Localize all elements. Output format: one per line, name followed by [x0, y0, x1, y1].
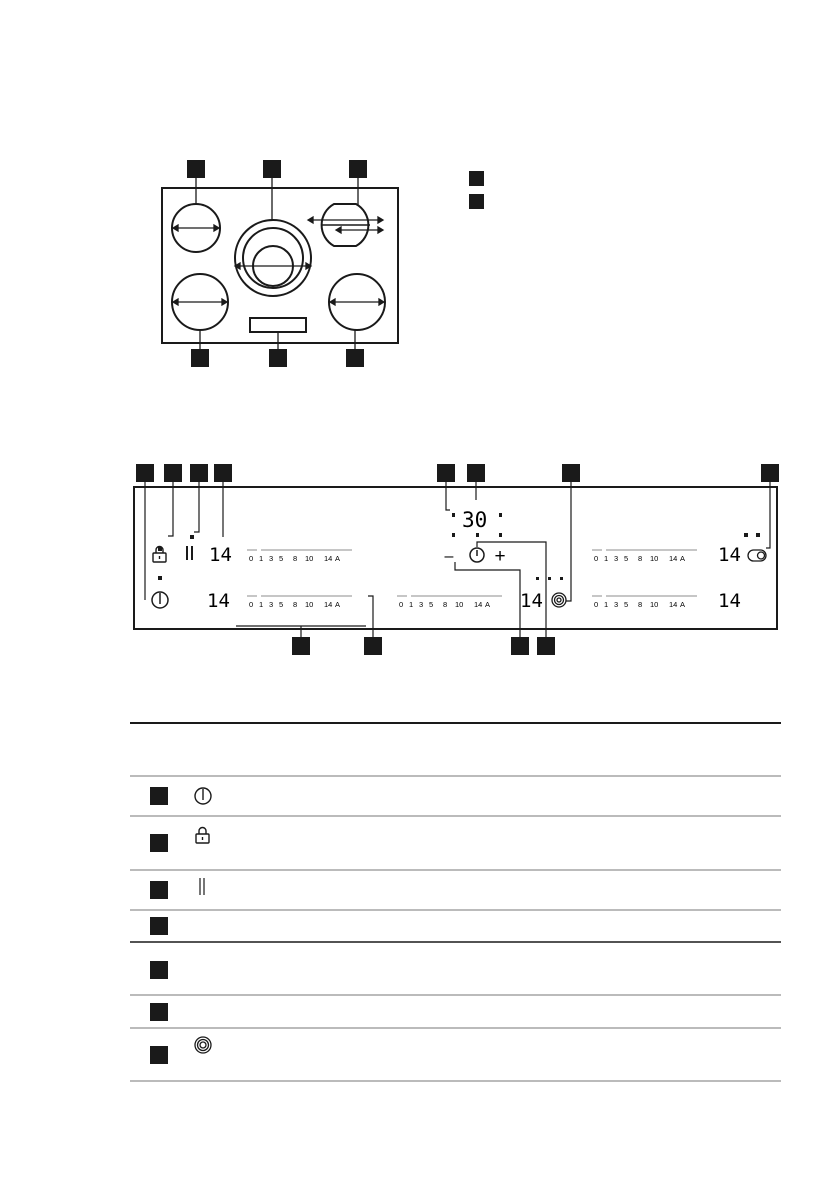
scale-label: 3 [614, 554, 619, 563]
callout-marker [263, 160, 281, 178]
callout-marker [269, 349, 287, 367]
scale-label: 1 [259, 600, 264, 609]
legend-table [130, 723, 781, 1081]
power-level-display: 14 [209, 544, 232, 566]
clock-icon[interactable] [470, 548, 484, 562]
scale-label: 10 [650, 554, 659, 563]
table-row-marker [150, 1003, 168, 1021]
scale-label: 1 [259, 554, 264, 563]
scale-label: 0 [399, 600, 404, 609]
timer-minus-button[interactable]: – [444, 548, 454, 565]
control-panel-outline [250, 318, 306, 332]
bridge-icon[interactable] [748, 550, 766, 561]
double-ring-icon [195, 1037, 211, 1053]
scale-label: A [335, 554, 341, 563]
cooking-zone-center-outer [235, 220, 311, 296]
callout-marker [187, 160, 205, 178]
scale-label: 8 [443, 600, 448, 609]
power-level-display: 14 [718, 590, 741, 612]
scale-label: 5 [279, 554, 284, 563]
table-row-marker [150, 1046, 168, 1064]
power-scale[interactable] [592, 550, 697, 563]
power-icon[interactable] [152, 592, 168, 608]
legend-marker [469, 194, 484, 209]
scale-label: 1 [604, 554, 609, 563]
table-row-marker [150, 787, 168, 805]
scale-label: 14 [324, 554, 333, 563]
scale-label: 14 [669, 554, 678, 563]
scale-label: 8 [638, 600, 643, 609]
scale-label: 3 [269, 554, 274, 563]
scale-label: A [680, 600, 686, 609]
table-row-marker [150, 881, 168, 899]
table-row-marker [150, 917, 168, 935]
double-ring-icon[interactable] [552, 593, 566, 607]
scale-label: 14 [474, 600, 483, 609]
scale-label: 14 [669, 600, 678, 609]
power-scale[interactable] [397, 596, 502, 609]
scale-label: 5 [429, 600, 434, 609]
legend-marker [469, 171, 484, 186]
scale-label: 0 [249, 600, 254, 609]
callout-marker [191, 349, 209, 367]
power-scale[interactable] [247, 550, 352, 563]
scale-label: 8 [293, 600, 298, 609]
diameter-arrows [173, 217, 384, 305]
leader-lines-top [196, 170, 358, 356]
scale-label: 3 [269, 600, 274, 609]
scale-label: A [485, 600, 491, 609]
scale-label: 10 [650, 600, 659, 609]
power-scale[interactable] [592, 596, 697, 609]
scale-label: 3 [614, 600, 619, 609]
callout-markers-top [187, 160, 484, 367]
timer-plus-button[interactable]: + [494, 546, 506, 567]
scale-label: 1 [604, 600, 609, 609]
scale-label: 8 [638, 554, 643, 563]
lock-icon [196, 828, 209, 843]
power-scale[interactable] [247, 596, 352, 609]
scale-label: 3 [419, 600, 424, 609]
timer-display: 30 [462, 508, 488, 532]
scale-label: 0 [594, 554, 599, 563]
scale-label: 10 [305, 554, 314, 563]
scale-label: A [335, 600, 341, 609]
scale-label: 10 [305, 600, 314, 609]
scale-label: 0 [249, 554, 254, 563]
power-level-display: 14 [520, 590, 543, 612]
pause-icon [200, 878, 204, 895]
scale-label: 5 [624, 554, 629, 563]
callout-marker [346, 349, 364, 367]
pause-icon[interactable] [187, 546, 192, 560]
scale-label: 1 [409, 600, 414, 609]
scale-label: 5 [624, 600, 629, 609]
scale-label: 0 [594, 600, 599, 609]
scale-label: 14 [324, 600, 333, 609]
scale-label: 5 [279, 600, 284, 609]
cooking-zone-center-middle [243, 228, 303, 288]
scale-label: 8 [293, 554, 298, 563]
scale-label: A [680, 554, 686, 563]
scale-label: 10 [455, 600, 464, 609]
power-level-display: 14 [718, 544, 741, 566]
power-level-display: 14 [207, 590, 230, 612]
table-row-marker [150, 961, 168, 979]
callout-markers-panel-top [136, 464, 779, 482]
power-icon [195, 788, 211, 804]
table-row-marker [150, 834, 168, 852]
callout-markers-panel-bottom [292, 637, 555, 655]
callout-marker [349, 160, 367, 178]
